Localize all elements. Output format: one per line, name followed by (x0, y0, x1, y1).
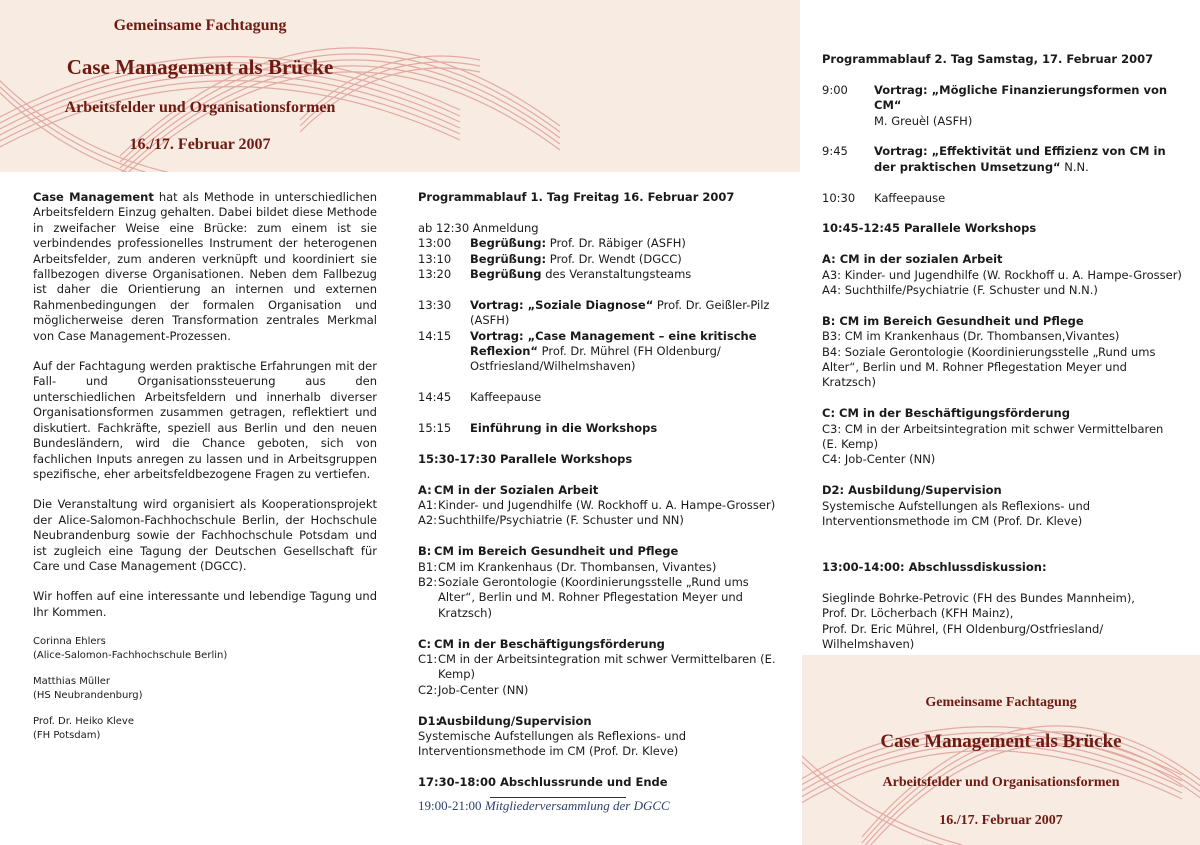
schedule-item: ab 12:30 Anmeldung (418, 220, 539, 235)
workshop-item: A3: Kinder- und Jugendhilfe (W. Rockhoff u. A. Hampe-Grosser) (822, 267, 1182, 282)
panel-member: Prof. Dr. Löcherbach (KFH Mainz), (822, 606, 1014, 621)
schedule-item: 14:15 Vortrag: „Case Management – eine kritische Reflexion“ Prof. Dr. Mührel (FH Oldenburg/ Ostfriesland/Wilhelmshaven) (418, 328, 757, 374)
workshop-item: B1: CM im Krankenhaus (Dr. Thombansen, Vivantes) (418, 559, 717, 574)
banner-tagline: Arbeitsfelder und Organisationsformen (64, 99, 336, 116)
panel-member: Prof. Dr. Eric Mührel, (FH Oldenburg/Ostfriesland/ (822, 621, 1104, 636)
banner-tagline: Arbeitsfelder und Organisationsformen (882, 775, 1120, 790)
closing-item: 13:00-14:00: Abschlussdiskussion: (822, 560, 1047, 575)
intro-paragraph-3: Die Veranstaltung wird organisiert als Kooperationsprojekt der Alice-Salomon-Fachhochschule Berlin, der Hochschule Neubrandenburg sowie der Fachhochschule Potsdam und ist zugleich eine Tagung der Deutschen Gesellschaft für Care und Case Management (DGCC). (33, 497, 377, 573)
schedule-item: 13:10 Begrüßung: Prof. Dr. Wendt (DGCC) (418, 251, 682, 266)
workshop-group: A: CM in der Sozialen Arbeit (418, 482, 599, 497)
panel-member: Sieglinde Bohrke-Petrovic (FH des Bundes Mannheim), (822, 591, 1135, 606)
signature-org: (HS Neubrandenburg) (33, 689, 143, 701)
workshop-group: C: CM in der Beschäftigungsförderung (822, 406, 1070, 421)
signature (33, 635, 377, 662)
workshop-item: A4: Suchthilfe/Psychiatrie (F. Schuster und N.N.) (822, 283, 1098, 298)
workshop-item: Systemische Aufstellungen als Reflexions- und Interventionsmethode im CM (Prof. Dr. Kleve) (418, 729, 687, 759)
schedule-item: 9:45 Vortrag: „Effektivität und Effizienz von CM in der praktischen Umsetzung“ N.N. (822, 144, 1166, 174)
banner-date: 16./17. Februar 2007 (129, 136, 271, 153)
banner-date: 16./17. Februar 2007 (939, 813, 1063, 828)
workshop-group: A: CM in der sozialen Arbeit (822, 252, 1003, 267)
schedule-item: 13:20 Begrüßung des Veranstaltungsteams (418, 267, 692, 282)
schedule-item: 10:30 Kaffeepause (822, 190, 946, 205)
schedule-item: 14:45 Kaffeepause (418, 390, 542, 405)
schedule-item: 9:00 Vortrag: „Mögliche Finanzierungsformen von CM“ M. Greuèl (ASFH) (822, 82, 1168, 128)
intro-paragraph (33, 190, 377, 344)
day2-heading: Programmablauf 2. Tag Samstag, 17. Februar 2007 (822, 52, 1154, 66)
workshop-group: D2: Ausbildung/Supervision (822, 483, 1002, 498)
schedule-item: 13:30 Vortrag: „Soziale Diagnose“ Prof. Dr. Geißler-Pilz (ASFH) (418, 297, 770, 328)
workshops-heading: 15:30-17:30 Parallele Workshops (418, 451, 633, 466)
workshop-item: A2: Suchthilfe/Psychiatrie (F. Schuster und NN) (418, 513, 684, 528)
workshop-item: A1: Kinder- und Jugendhilfe (W. Rockhoff u. A. Hampe-Grosser) (418, 498, 776, 513)
intro-column (33, 190, 377, 755)
workshop-item: C3: CM in der Arbeitsintegration mit schwer Vermittelbaren (E. Kemp) (822, 421, 1164, 452)
workshop-item: B3: CM im Krankenhaus (Dr. Thombansen,Vivantes) (822, 329, 1120, 344)
header-banner (0, 0, 800, 172)
signature-name: Matthias Müller (33, 676, 111, 688)
signature (33, 715, 377, 742)
intro-text: hat als Methode in unterschiedlichen Arbeitsfeldern Einzug gehalten. Dabei bildet diese Methode in zweifacher Weise eine Brücke: zum einem ist sie verbindendes professionelles Instrument der heterogenen Arbeitsfelder, zum anderen verknüpft und koordiniert sie fallbezogen diverse Organisationen. Neben dem Fallbezug ist daher die Orientierung an internen und externen Rahmenbedingungen der formalen Organisation und möglicherweise deren Transformation zentrales Merkmal von Case Management-Prozessen. (33, 190, 377, 343)
signature-name: Corinna Ehlers (33, 636, 106, 648)
intro-lead: Case Management (33, 190, 154, 204)
workshop-group: C: CM in der Beschäftigungsförderung (418, 636, 665, 651)
banner-subtitle: Gemeinsame Fachtagung (925, 695, 1077, 710)
closing-item: 17:30-18:00 Abschlussrunde und Ende (418, 775, 668, 790)
workshop-item: B4: Soziale Gerontologie (Koordinierungsstelle „Rund ums Alter“, Berlin und M. Rohner Pflegestation Meyer und Kratzsch) (822, 344, 1156, 390)
workshop-item: Systemische Aufstellungen als Reflexions- und Interventionsmethode im CM (Prof. Dr. Kleve) (822, 498, 1091, 529)
workshop-item: C1: CM in der Arbeitsintegration mit schwer Vermittelbaren (E. Kemp) (418, 652, 776, 682)
footer-banner (802, 655, 1200, 845)
workshop-item: B2: Soziale Gerontologie (Koordinierungsstelle „Rund ums Alter“, Berlin und M. Rohner Pflegestation Meyer und Kratzsch) (418, 575, 749, 620)
workshop-group: D1: Ausbildung/Supervision (418, 713, 592, 728)
workshop-item: C2: Job-Center (NN) (418, 682, 529, 697)
meeting-item: 19:00-21:00 Mitgliederversammlung der DGCC (418, 797, 670, 813)
intro-paragraph-2: Auf der Fachtagung werden praktische Erfahrungen mit der Fall- und Organisationssteuerung aus den unterschiedlichen Arbeitsfeldern und innerhalb diverser Organisationsformen zusammen getragen, reflektiert und diskutiert. Fachkräfte, speziell aus Berlin und den neuen Bundesländern, wird die Chance geboten, sich von fachlichen Inputs anregen zu lassen und in Arbeitsgruppen spezifische, eher arbeitsfeldbezogene Fragen zu vertiefen. (33, 359, 377, 481)
signature-name: Prof. Dr. Heiko Kleve (33, 716, 135, 728)
banner-title: Case Management als Brücke (66, 55, 334, 79)
program-day1 (418, 190, 778, 813)
banner-title: Case Management als Brücke (880, 731, 1122, 752)
signature-org: (Alice-Salomon-Fachhochschule Berlin) (33, 649, 228, 661)
workshop-group: B: CM im Bereich Gesundheit und Pflege (822, 313, 1084, 328)
schedule-item: 13:00 Begrüßung: Prof. Dr. Räbiger (ASFH) (418, 236, 686, 251)
panel-member: Wilhelmshaven) (822, 637, 915, 652)
intro-paragraph-4: Wir hoffen auf eine interessante und lebendige Tagung und Ihr Kommen. (33, 589, 377, 619)
program-day2 (822, 52, 1182, 653)
workshop-item: C4: Job-Center (NN) (822, 452, 936, 467)
workshop-group: B: CM im Bereich Gesundheit und Pflege (418, 544, 679, 559)
signature (33, 675, 377, 702)
day1-heading: Programmablauf 1. Tag Freitag 16. Februar 2007 (418, 190, 735, 204)
banner-subtitle: Gemeinsame Fachtagung (113, 17, 287, 34)
workshops-heading: 10:45-12:45 Parallele Workshops (822, 221, 1037, 236)
schedule-item: 15:15 Einführung in die Workshops (418, 421, 658, 436)
signature-org: (FH Potsdam) (33, 729, 101, 741)
